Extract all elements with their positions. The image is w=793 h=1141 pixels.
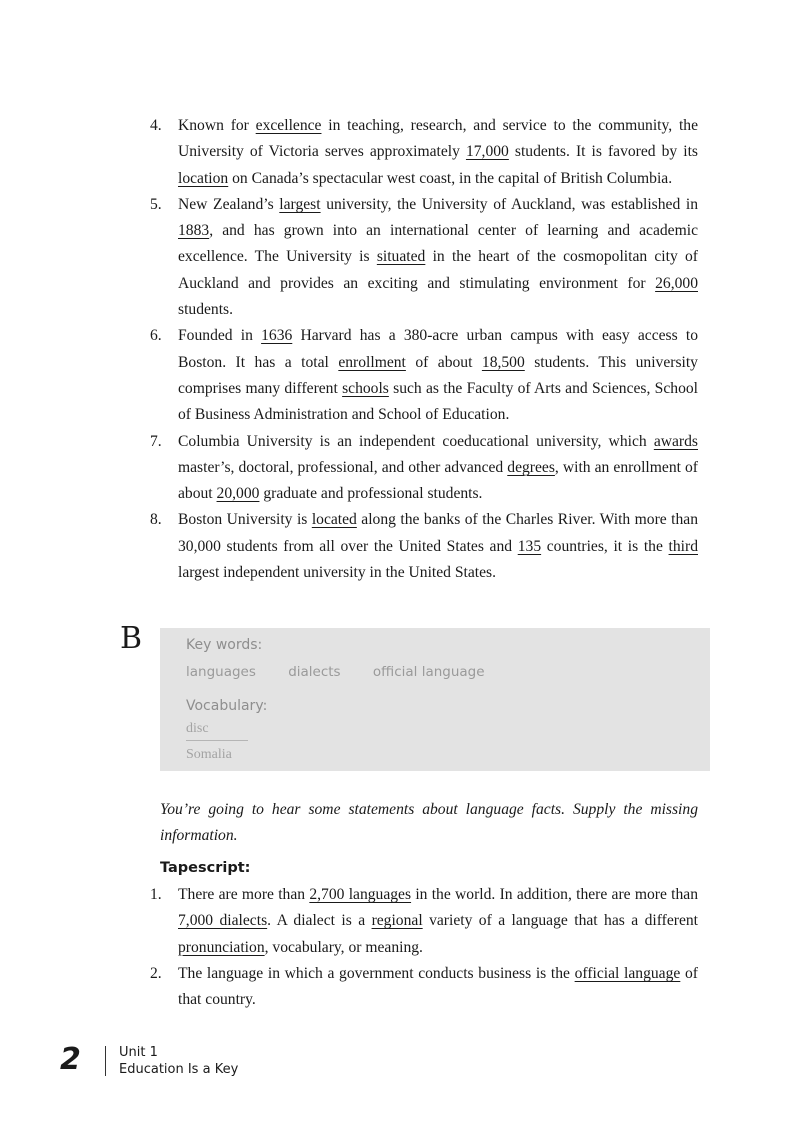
item-number: 4. [150, 117, 162, 134]
answer-text: enrollment [338, 353, 406, 371]
item-text: countries, it is the [541, 537, 669, 555]
item-text: on Canada’s spectacular west coast, in the capital of British Columbia. [228, 169, 673, 187]
section-letter: B [120, 621, 143, 656]
language-facts-list [150, 882, 698, 1013]
footer-divider [105, 1046, 106, 1076]
list-item [150, 882, 698, 961]
unit-label: Unit 1 [119, 1045, 158, 1060]
answer-text: 7,000 dialects [178, 912, 268, 930]
item-number: 5. [150, 195, 162, 213]
tapescript-label: Tapescript: [160, 860, 251, 876]
item-text: such as the Faculty of Arts and Sciences, School of Business Administration and School of Education. [178, 379, 698, 424]
unit-title: Education Is a Key [119, 1062, 239, 1077]
list-item [150, 192, 698, 323]
answer-text: 26,000 [655, 274, 698, 292]
item-text: along the banks of the Charles River. With more than 30,000 students from all over the United States and [178, 511, 699, 555]
item-text: in the world. In addition, there are more than [411, 886, 698, 903]
item-text: of about [405, 353, 482, 371]
answer-text: third [668, 537, 698, 555]
answer-text: pronunciation [178, 938, 265, 956]
item-number: 1. [150, 886, 162, 903]
key-words-box [160, 628, 710, 771]
answer-text: regional [371, 912, 423, 930]
list-item [150, 507, 698, 586]
item-text: Known for [178, 117, 256, 134]
list-item [150, 961, 698, 1014]
key-word: official language [372, 664, 485, 680]
answer-text: degrees [507, 458, 555, 476]
answer-text: 1636 [261, 327, 293, 345]
item-text: , with an enrollment of about [178, 458, 698, 503]
item-text: in teaching, research, and service to the community, the University of Victoria serves approximately [178, 117, 698, 161]
key-word: languages [186, 664, 256, 680]
item-text: variety of a language that has a different [422, 912, 698, 930]
list-item [150, 429, 698, 508]
instruction-text: You’re going to hear some statements about language facts. Supply the missing information. [160, 801, 698, 844]
answer-text: 18,500 [481, 353, 525, 371]
answer-text: location [178, 169, 229, 187]
key-words-label: Key words: [186, 637, 263, 653]
vocabulary-underline [186, 740, 248, 741]
item-text: largest independent university in the United States. [178, 564, 497, 582]
vocabulary-item: disc [186, 721, 209, 736]
answer-text: situated [376, 248, 426, 266]
item-text: There are more than [178, 886, 310, 903]
answer-text: excellence [255, 117, 322, 134]
item-number: 7. [150, 432, 162, 450]
item-number: 6. [150, 327, 162, 345]
answer-text: 1883 [178, 222, 210, 240]
item-text: Founded in [178, 327, 262, 345]
item-number: 8. [150, 511, 162, 529]
item-text: master’s, doctoral, professional, and other advanced [178, 458, 508, 476]
item-text: Boston University is [178, 511, 312, 529]
item-text: . A dialect is a [267, 912, 372, 930]
item-text: Columbia University is an independent coeducational university, which [178, 432, 654, 450]
item-text: New Zealand’s [178, 195, 280, 213]
vocabulary-label: Vocabulary: [186, 698, 268, 714]
answer-text: 20,000 [216, 485, 260, 503]
item-number: 2. [150, 964, 162, 982]
answer-text: official language [574, 964, 681, 982]
item-text: of that country. [178, 964, 698, 1009]
item-text: graduate and professional students. [259, 485, 483, 503]
key-words-list [186, 664, 686, 680]
footer-unit-info [119, 1044, 238, 1078]
answer-text: awards [653, 432, 698, 450]
item-text: in the heart of the cosmopolitan city of Auckland and provides an exciting and stimulating environment for [178, 248, 698, 292]
answer-text: located [311, 511, 357, 529]
answer-text: 135 [517, 537, 542, 555]
answer-text: schools [342, 379, 389, 397]
item-text: students. [178, 301, 234, 319]
item-text: , vocabulary, or meaning. [264, 938, 423, 956]
vocabulary-item: Somalia [186, 747, 232, 762]
item-text: university, the University of Auckland, was established in [320, 195, 698, 213]
list-item [150, 323, 698, 428]
answer-text: 17,000 [465, 143, 509, 161]
list-item [150, 113, 698, 192]
page-number: 2 [60, 1042, 81, 1077]
answer-text: 2,700 languages [309, 886, 412, 903]
item-text: students. It is favored by its [508, 143, 698, 161]
answer-text: largest [279, 195, 321, 213]
university-facts-list [150, 113, 698, 586]
item-text: The language in which a government conducts business is the [178, 964, 575, 982]
key-word: dialects [288, 664, 341, 680]
item-text: Harvard has a 380-acre urban campus with easy access to Boston. It has a total [178, 327, 698, 371]
item-text: students. This university comprises many different [178, 353, 698, 397]
item-text: , and has grown into an international center of learning and academic excellence. The University is [178, 222, 698, 266]
